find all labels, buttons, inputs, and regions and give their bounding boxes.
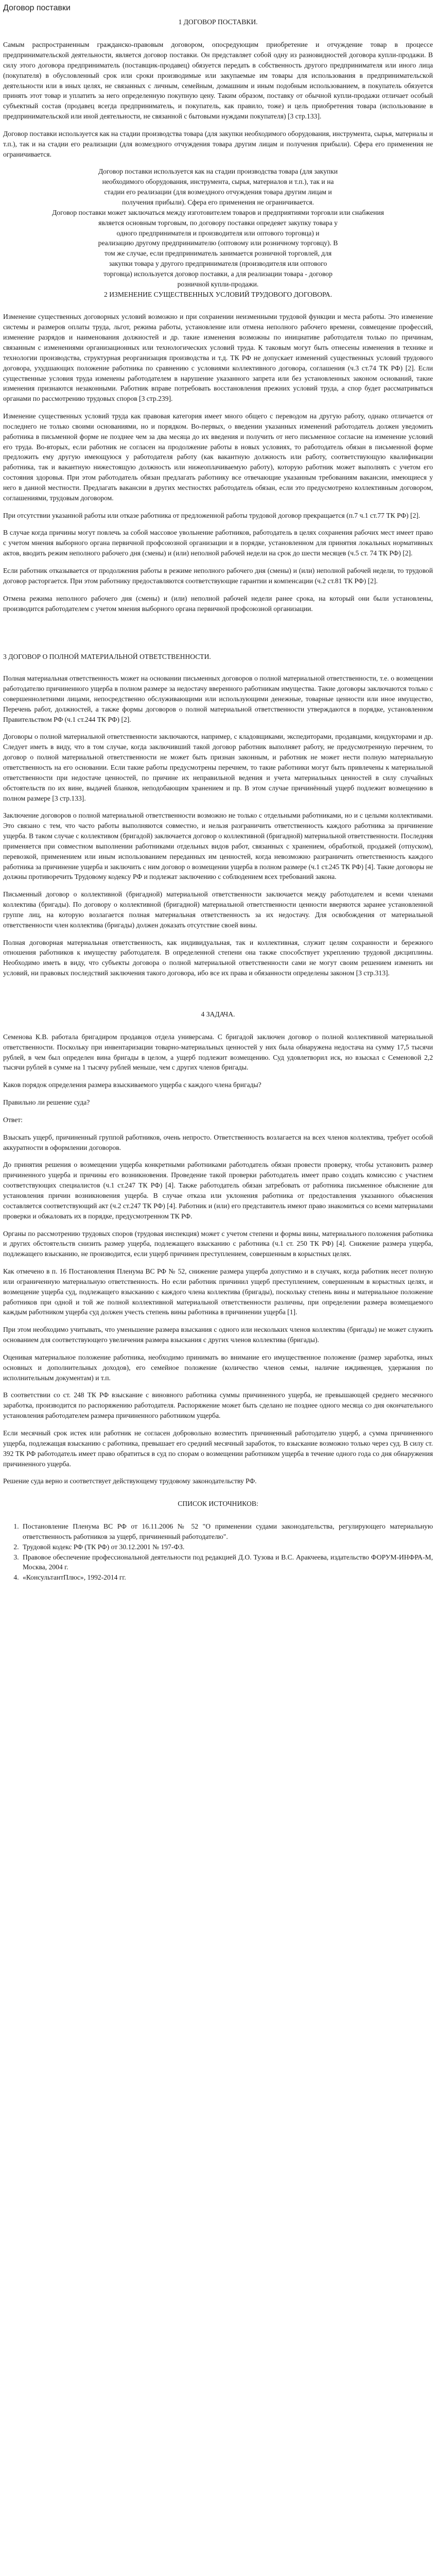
paragraph: Изменение существенных условий труда как правовая категория имеет много общего с переводом на другую работу, однако отличается от последнего не только своими основаниями, но и порядком. Во-первых, о введении указанных изменений работодатель должен уведомить работника в письменной форме не позднее чем за два месяца до их введения и получить от него письменное согласие на изменение условий его труда. Во-вторых, если работник не согласен на продолжение работы в новых условиях, то работодатель обязан в письменной форме предложить ему другую имеющуюся у работодателя работу (как вакантную должность или работу, соответствующую квалификации работника, так и вакантную нижестоящую должность или нижеоплачиваемую работу), которую работник может выполнять с учетом его состояния здоровья. При этом работодатель обязан предлагать работнику все отвечающие указанным требованиям вакансии, имеющиеся у него в данной местности. Предлагать вакансии в других местностях работодатель обязан, если это предусмотрено коллективным договором, соглашениями, трудовым договором.: [3, 412, 433, 502]
paragraph: Договор поставки используется как на стадии производства товара (для закупки необходимого оборудования, инструмента, сырья, материалы и т.п.), так и на стадии его реализации (для возмездного отчуждения товара другим лицам и получения прибыли). Сфера его применения не ограничивается.: [3, 129, 433, 158]
paragraph: В случае когда причины могут повлечь за собой массовое увольнение работников, работодатель в целях сохранения рабочих мест имеет право с учетом мнения выборного органа первичной профсоюзной организации и в порядке, установленном для принятия локальных нормативных актов, вводить режим неполного рабочего дня (смены) и (или) неполной рабочей недели на срок до шести месяцев (ч.5 ст. 74 ТК РФ) [2].: [3, 529, 433, 557]
task-question: Правильно ли решение суда?: [3, 1098, 90, 1107]
centered-line: стадии его реализации (для возмездного отчуждения товара другим лицам и: [104, 188, 332, 196]
paragraph: Письменный договор о коллективной (бригадной) материальной ответственности заключается между работодателем и всеми членами коллектива (бригады). По договору о коллективной (бригадной) материальной ответственности ценности вверяются заранее установленной группе лиц, на которую возлагается полная материальная ответственность за их недостачу. Для освобождения от материальной ответственности член коллектива (бригады) должен доказать отсутствие своей вины.: [3, 890, 433, 929]
section-2-heading: 2 ИЗМЕНЕНИЕ СУЩЕСТВЕННЫХ УСЛОВИЙ ТРУДОВОГО ДОГОВОРА.: [104, 290, 332, 298]
paragraph: Если работник отказывается от продолжения работы в режиме неполного рабочего дня (смены) и (или) неполной рабочей недели, то трудовой договор расторгается. При этом работнику предоставляются соответствующие гарантии и компенсации (ч.2 ст.81 ТК РФ) [2].: [3, 567, 433, 585]
paragraph: Самым распространенным гражданско-правовым договором, опосредующим приобретение и отчуждение товар в процессе предпринимательской деятельности, является договор поставки. Он представляет собой одну из разновидностей договора купли-продажи. В силу этого договора предприниматель (поставщик-продавец) обязуется передать в собственность другого предпринимателя или иного лица (покупателя) в обусловленный срок или сроки производимые или закупаемые им товары для использования в предпринимательской деятельности или в иных целях, не связанных с личным, семейным, домашним и иным подобным использованием, в покупатель обязуется принять этот товар и уплатить за него определенную покупную цену. Таким образом, поставку от обычной купли-продажи отличает особый субъектный состав (продавец всегда предприниматель, и покупатель, как правило, тоже) и цель приобретения товара (использование в предпринимательской или иной деятельности, не связанной с бытовыми нуждами покупателя) [3 стр.133].: [3, 41, 433, 121]
answer-paragraph: В соответствии со ст. 248 ТК РФ взыскание с виновного работника суммы причиненного ущерба, не превышающей среднего месячного заработка, производится по распоряжению работодателя. Распоряжение может быть сделано не позднее одного месяца со дня окончательного установления работодателем размера причиненного работником ущерба.: [3, 1391, 433, 1420]
answer-paragraph: Взыскать ущерб, причиненный группой работников, очень непросто. Ответственность возлагается на всех членов коллектива, требует особой аккуратности в оформлении договоров.: [3, 1133, 433, 1151]
task-paragraph: Семенова К.В. работала бригадиром продавцов отдела универсама. С бригадой заключен договор о полной коллективной материальной ответственности. Поскольку при инвентаризации товарно-материальных ценностей у них была обнаружена недостача на сумму 17,5 тысячи рублей, в чем был определен вина бригады в целом, а ущерб подлежит возмещению. Суд удовлетворил иск, но взыскал с Семеновой 2,2 тысячи рублей в сумме на 1 тысячу рублей меньше, чем с других членов бригады.: [3, 1032, 433, 1072]
source-item: 1. Постановление Пленума ВС РФ от 16.11.2006 № 52 "О применении судами законодательства, регулирующего материальную ответственность работников за ущерб, причиненный работодателю".: [21, 1521, 433, 1542]
spacer: [3, 621, 433, 641]
page-title: Договор поставки: [3, 4, 71, 12]
answer-paragraph: Оценивая материальное положение работника, необходимо принимать во внимание его имущественное положение (размер заработка, иных основных и дополнительных доходов), его семейное положение (количество членов семьи, наличие иждивенцев, удержания по исполнительным документам) и т.п.: [3, 1353, 433, 1382]
answer-paragraph: До принятия решения о возмещении ущерба конкретными работниками работодатель обязан провести проверку, чтобы установить размер причиненного ущерба и причины его возникновения. Проведение такой проверки работодатель имеет право создать комиссию с участием соответствующих специалистов (ч.1 ст.247 ТК РФ) [4]. Также работодатель обязан затребовать от работника письменное объяснение для установления причин возникновения ущерба. В случае отказа или уклонения работника от предоставления указанного объяснения составляется соответствующий акт (ч.2 ст.247 ТК РФ) [4]. Работник и (или) его представитель имеют право знакомиться со всеми материалами проверки и обжаловать их в порядке, предусмотренном ТК РФ.: [3, 1161, 433, 1220]
answer-paragraph: Органы по рассмотрению трудовых споров (трудовая инспекция) может с учетом степени и формы вины, материального положения работника и других обстоятельств снизить размер ущерба, подлежащего взысканию с работника (ч.1 ст. 250 ТК РФ) [4]. Снижение размера ущерба, подлежащего взысканию, не производится, если ущерб причинен преступлением, совершенным в корыстных целях.: [3, 1229, 433, 1258]
source-item: 2. Трудовой кодекс РФ (ТК РФ) от 30.12.2001 № 197-ФЗ.: [21, 1542, 433, 1552]
section-4-heading: 4 ЗАДАЧА.: [201, 1010, 235, 1019]
paragraph: Заключение договоров о полной материальной ответственности возможно не только с отдельными работниками, но и с целыми коллективами. Это связано с тем, что часто работы выполняются совместно, и нельзя разграничить ответственность каждого работника за причинение ущерба. В таком случае с коллективом (бригадой) заключается договор о коллективной (бригадной) материальной ответственности. Последняя применяется при совместном выполнении работниками отдельных видов работ, связанных с хранением, обработкой, продажей (отпуском), перевозкой, применением или иным использованием переданных им ценностей, когда невозможно разграничить ответственность каждого работника за причинение ущерба и заключить с ним договор о возмещении ущерба в полном размере (ч.1 ст.245 ТК РФ) [4]. Такие договоры не должны противоречить Трудовому кодексу РФ и подлежат заключению с соблюдением всех требований закона.: [3, 811, 433, 881]
sources-list: [3, 1521, 433, 1583]
paragraph: Изменение существенных договорных условий возможно и при сохранении неизменными трудовой функции и места работы. Это изменение системы и размеров оплаты труда, льгот, режима работы, установление или отмена неполного рабочего времени, совмещение профессий, изменение разрядов и наименования должностей и др. такие изменения возможны по инициативе работодателя только по причинам, связанным с изменениями организационных или технологических условий труда. К таковым могут быть отнесены изменения в технике и технологии производства, структурная реорганизация производства и т.д. ТК РФ не допускает изменений существенных условий трудового договора, ухудшающих положение работника по сравнению с условиями коллективного договора, соглашения (ч.3 ст.74 ТК РФ) [2]. Если существенные условия труда изменены работодателем в нарушение указанного запрета или без установленных законом оснований, такие изменения признаются незаконными. Работник вправе потребовать восстановления прежних условий труда, а спор будет рассматриваться органами по рассмотрению трудовых споров [3 стр.239].: [3, 313, 433, 403]
spacer: [3, 986, 433, 1006]
paragraph: Договоры о полной материальной ответственности заключаются, например, с кладовщиками, экспедиторами, продавцами, кондукторами и др. Следует иметь в виду, что в том случае, когда заключивший такой договор работник выполняет работу, не предусмотренную перечнем, то договор о полной материальной ответственности не может быть признан законным, и работник не может нести полную материальную ответственность на его основании. Если такие работы предусмотрены перечнем, то такие работники могут быть привлечены к материальной ответственности при недостаче ценностей, по причине их неправильной ведения и учета материальных ценностей в силу случайных обстоятельств по их вине, выдачей бланков, неподобающим хранением и пр. В этом случае причинённый ущерб подлежит возмещению в полном размере [3 стр.133].: [3, 733, 433, 802]
answer-paragraph: Если месячный срок истек или работник не согласен добровольно возместить причиненный работодателю ущерб, а сумма причиненного ущерба, подлежащая взысканию с работника, превышает его средний месячный заработок, то взыскание возможно только через суд. В силу ст. 392 ТК РФ работодатель имеет право обратиться в суд по спорам о возмещении работником ущерба в течение одного года со дня обнаружения причиненного ущерба.: [3, 1429, 433, 1468]
centered-block: [3, 166, 433, 289]
centered-line: получения прибыли). Сфера его применения не ограничивается.: [121, 198, 315, 207]
sources-heading: СПИСОК ИСТОЧНИКОВ:: [178, 1500, 258, 1508]
answer-paragraph: Решение суда верно и соответствует действующему трудовому законодательству РФ.: [3, 1477, 257, 1485]
section-3-heading: 3 ДОГОВОР О ПОЛНОЙ МАТЕРИАЛЬНОЙ ОТВЕТСТВЕННОСТИ.: [3, 653, 211, 661]
source-item: 3. Правовое обеспечение профессиональной деятельности под редакцией Д.О. Тузова и В.С. Аракчеева, издательство ФОРУМ-ИНФРА-М, Москва, 2004 г.: [21, 1552, 433, 1573]
task-paragraph: Каков порядок определения размера взыскиваемого ущерба с каждого члена бригады?: [3, 1081, 261, 1089]
paragraph: При отсутствии указанной работы или отказе работника от предложенной работы трудовой договор прекращается (п.7 ч.1 ст.77 ТК РФ) [2].: [3, 511, 421, 519]
answer-paragraph: При этом необходимо учитывать, что уменьшение размера взыскания с одного или нескольких членов коллектива (бригады) не может служить основанием для соответствующего увеличения размера взыскания с других членов коллектива (бригады).: [3, 1326, 433, 1344]
centered-line: Договор поставки используется как на стадии производства товара (для закупки: [98, 167, 338, 176]
centered-line: торговца) используется договор поставки, а для реализации товара - договор: [103, 269, 333, 278]
source-item: 4. «КонсультантПлюс», 1992-2014 гг.: [21, 1572, 433, 1583]
answer-label: Ответ:: [3, 1115, 23, 1124]
centered-line: закупки товара у другого предпринимателя (производителя или оптового: [109, 260, 327, 268]
answer-paragraph: Как отмечено в п. 16 Постановления Пленума ВС РФ № 52, снижение размера ущерба допустимо и в случаях, когда работник несет полную или ограниченную материальную ответственность. Но если работник причинил ущерб преступлением, совершенным в корыстных целях, и возмещение ущерба суд, подлежащего взысканию с каждого члена коллектива (бригады), поскольку степень вины и материальное положение работников при одной и той же полной коллективной материальной ответственности различны, при определении размера возмещаемого каждым работником ущерба суд должен учесть степень вины работника в причинении ущерба [1].: [3, 1267, 433, 1316]
centered-line: Договор поставки может заключаться между изготовителем товаров и предприятиями торговли или снабжения: [52, 208, 384, 216]
centered-line: одного предпринимателя и производителя или оптового торговца) и: [116, 229, 320, 237]
centered-line: реализацию другому предпринимателю (оптовому или розничному торговцу). В: [98, 239, 338, 247]
centered-line: необходимого оборудования, инструмента, сырья, материалов и т.п.), так и на: [102, 178, 334, 186]
paragraph: Полная договорная материальная ответственность, как индивидуальная, так и коллективная, служит целям сохранности и бережного отношения работников к имуществу работодателя. В определенной степени она также способствует укреплению трудовой дисциплины. Необходимо иметь в виду, что субъекты договора о полной материальной ответственности сами не могут своим решением изменить ни условий, ни правовых последствий заключения такого договора, ибо все их права и обязанности определены законом [3 стр.313].: [3, 938, 433, 977]
paragraph: Полная материальная ответственность может на основании письменных договоров о полной материальной ответственности, т.е. о возмещении работодателю причиненного ущерба в полном размере за недостачу вверенного работникам имущества. Такие договоры заключаются только с совершеннолетними лицами, непосредственно обслуживающими или использующими денежные, товарные ценности или иное имущество, Перечень работ, должностей, а также формы договоров о полной материальной ответственности утверждаются в порядке, установленном Правительством РФ (ч.1 ст.244 ТК РФ) [2].: [3, 674, 433, 723]
centered-line: розничной купли-продажи.: [177, 280, 259, 288]
centered-line: является основным торговым, по договору поставки опредеяет закупку товара у: [98, 218, 338, 227]
centered-line: том же случае, если предприниматель занимается розничной торговлей, для: [104, 249, 332, 258]
section-1-heading: 1 ДОГОВОР ПОСТАВКИ.: [178, 18, 258, 26]
paragraph: Отмена режима неполного рабочего дня (смены) и (или) неполной рабочей недели ранее срока, на который они были установлены, производится работодателем с учетом мнения выборного органа первичной профсоюзной организации.: [3, 594, 433, 613]
